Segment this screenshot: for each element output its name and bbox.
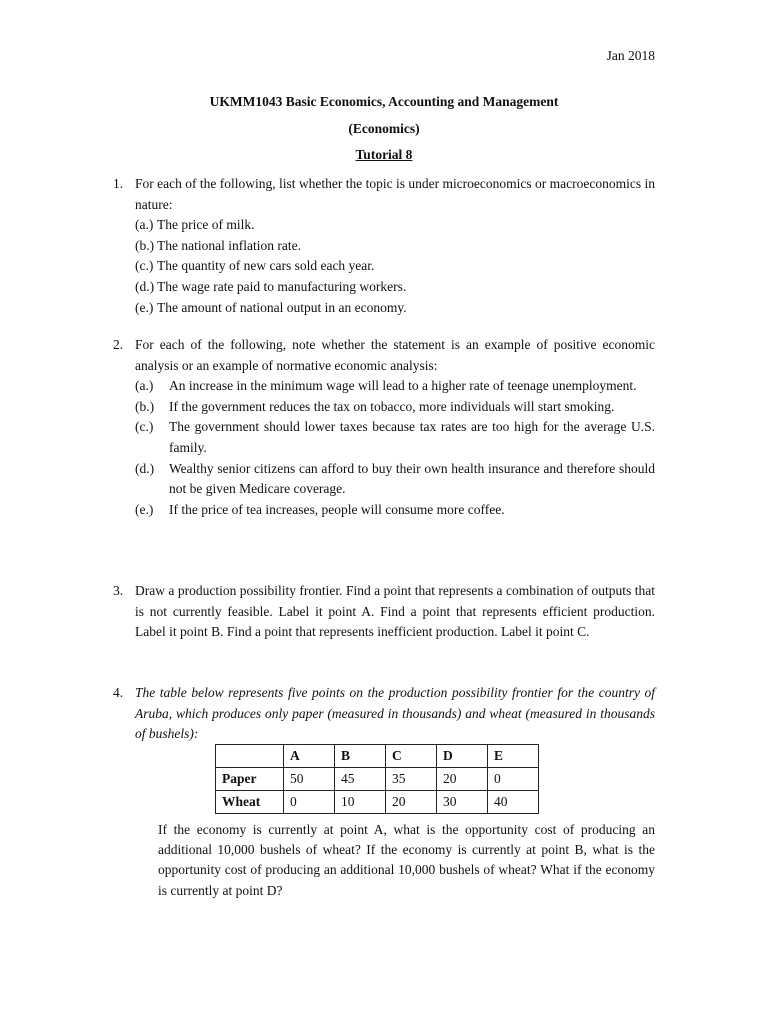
sub-item-text: The wage rate paid to manufacturing workers.: [157, 278, 407, 294]
table-row: [216, 768, 539, 791]
table-corner-cell: [216, 745, 284, 768]
sub-item-label: (b.): [135, 237, 155, 253]
sub-item: [135, 500, 655, 521]
sub-item-label: (a.): [135, 217, 154, 233]
question-number: 4.: [113, 685, 124, 700]
sub-item-text: The quantity of new cars sold each year.: [157, 258, 375, 274]
table-cell: 20: [386, 791, 437, 814]
sub-item: [135, 417, 655, 458]
table-header-cell: A: [284, 745, 335, 768]
table-cell: 30: [437, 791, 488, 814]
ppf-table: [215, 744, 539, 814]
sub-item-text: The government should lower taxes because tax rates are too high for the average U.S. family.: [169, 419, 655, 455]
sub-item-list: [135, 376, 655, 520]
sub-item-label: (d.): [135, 278, 155, 294]
table-row: [216, 791, 539, 814]
sub-item-list: [135, 215, 655, 318]
question-text: The table below represents five points on the production possibility frontier for the country of Aruba, which produces only paper (measured in thousands) and wheat (measured in thousands of bushels):: [135, 685, 655, 742]
course-subtitle: (Economics): [348, 121, 420, 136]
sub-item-label: (b.): [135, 398, 155, 414]
table-header-cell: D: [437, 745, 488, 768]
sub-item-label: (e.): [135, 501, 154, 517]
sub-item: [135, 277, 655, 298]
table-header-row: [216, 745, 539, 768]
sub-item-text: Wealthy senior citizens can afford to buy their own health insurance and therefore should not be given Medicare coverage.: [169, 460, 655, 497]
question-number: 1.: [113, 176, 124, 191]
table-cell: 45: [335, 768, 386, 791]
sub-item-label: (d.): [135, 460, 155, 476]
sub-item-text: If the price of tea increases, people will consume more coffee.: [169, 501, 505, 517]
table-cell: 20: [437, 768, 488, 791]
sub-item-text: The amount of national output in an economy.: [157, 299, 407, 315]
table-cell: 10: [335, 791, 386, 814]
sub-item: [135, 298, 655, 319]
sub-item-text: An increase in the minimum wage will lead to a higher rate of teenage unemployment.: [169, 378, 637, 394]
sub-item-label: (c.): [135, 419, 154, 435]
table-cell: 40: [488, 791, 539, 814]
sub-item: [135, 376, 655, 397]
sub-item-label: (c.): [135, 258, 154, 274]
table-header-cell: B: [335, 745, 386, 768]
sub-item-label: (a.): [135, 378, 154, 394]
question-1: [113, 174, 655, 318]
question-number: 3.: [113, 583, 124, 598]
table-cell: 0: [284, 791, 335, 814]
table-cell: 50: [284, 768, 335, 791]
sub-item-text: If the government reduces the tax on tobacco, more individuals will start smoking.: [169, 398, 615, 414]
question-3: [113, 581, 655, 643]
sub-item-text: The price of milk.: [157, 217, 255, 233]
question-text: For each of the following, list whether the topic is under microeconomics or macroeconomics in nature:: [135, 176, 655, 212]
question-2: [113, 335, 655, 520]
document-date: Jan 2018: [606, 48, 655, 63]
sub-item-label: (e.): [135, 299, 154, 315]
question-4-followup: If the economy is currently at point A, what is the opportunity cost of producing an additional 10,000 bushels of wheat? If the economy is currently at point B, what is the opportunity cost of producing an additional 10,000 bushels of wheat? What if the economy is currently at point D?: [158, 822, 655, 898]
sub-item: [135, 236, 655, 257]
table-row-header: Wheat: [216, 791, 284, 814]
question-text: Draw a production possibility frontier. Find a point that represents a combination of outputs that is not currently feasible. Label it point A. Find a point that represents efficient production. Label it point B. Find a point that represents inefficient production. Label it point C.: [135, 583, 655, 640]
course-title: UKMM1043 Basic Economics, Accounting and Management: [209, 94, 559, 109]
sub-item: [135, 397, 655, 418]
sub-item-text: The national inflation rate.: [157, 237, 301, 253]
table-cell: 0: [488, 768, 539, 791]
table-header-cell: E: [488, 745, 539, 768]
table-header-cell: C: [386, 745, 437, 768]
table-cell: 35: [386, 768, 437, 791]
sub-item: [135, 215, 655, 236]
sub-item: [135, 459, 655, 500]
tutorial-title: Tutorial 8: [355, 147, 413, 162]
sub-item: [135, 256, 655, 277]
question-4: [113, 683, 655, 745]
question-number: 2.: [113, 337, 124, 352]
table-row-header: Paper: [216, 768, 284, 791]
question-text: For each of the following, note whether the statement is an example of positive economic analysis or an example of normative economic analysis:: [135, 337, 655, 373]
